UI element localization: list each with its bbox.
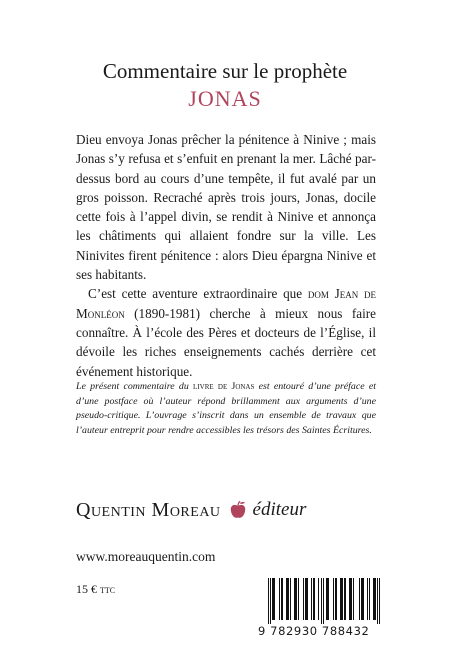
publisher-logo bbox=[76, 497, 306, 523]
isbn-digits: 9 782930 788432 bbox=[258, 624, 370, 638]
price-label bbox=[76, 581, 115, 597]
isbn-barcode bbox=[266, 578, 390, 624]
publisher-name: Quentin Moreau bbox=[76, 499, 221, 521]
price-tax: ttc bbox=[100, 582, 116, 596]
note-book-name: livre de Jonas bbox=[193, 381, 255, 392]
author-name: dom Jean de Monléon bbox=[76, 286, 376, 321]
price-amount: 15 € bbox=[76, 582, 97, 596]
publisher-role: éditeur bbox=[252, 499, 307, 520]
note-before: Le présent commentaire du bbox=[76, 381, 194, 392]
publisher-website: www.moreauquentin.com bbox=[76, 549, 216, 564]
apple-icon bbox=[229, 500, 247, 520]
book-title-line1: Commentaire sur le prophète bbox=[102, 59, 348, 83]
summary-paragraph-1: Dieu envoya Jonas prêcher la pénitence à Ninive ; mais Jonas s’y refusa et s’enfuit en prenant la mer. Lâché par-dessus bord au cours d’une tempête, il fut avalé par un gros poisson. Recraché après trois jours, Jonas, docile cette fois à l’appel divin, se rendit à Ninive et annonça les châtiments qui allaient fondre sur la ville. Les Ninivites firent pénitence : alors Dieu épargna Ninive et ses habitants. bbox=[76, 132, 376, 283]
summary-p2-after: (1890-1981) cherche à mieux nous faire connaître. À l’école des Pères et docteurs de l’Église, il dévoile les riches enseignements cachés derrière cet événement historique. bbox=[76, 305, 376, 379]
note-after: est entouré d’une préface et d’une postface où l’auteur répond brillamment aux arguments d’une pseudo-critique. L’ouvrage s’inscrit dans un ensemble de travaux que l’auteur entreprit pour rendre accessibles les trésors des Saintes Écritures. bbox=[76, 381, 377, 436]
summary-p2-before: C’est cette aventure extraordinaire que bbox=[88, 286, 308, 302]
edition-note bbox=[76, 380, 376, 438]
summary-text bbox=[76, 130, 376, 381]
summary-paragraph-2 bbox=[76, 284, 376, 380]
barcode-bars bbox=[266, 578, 390, 624]
book-title-line2: JONAS bbox=[188, 86, 262, 111]
